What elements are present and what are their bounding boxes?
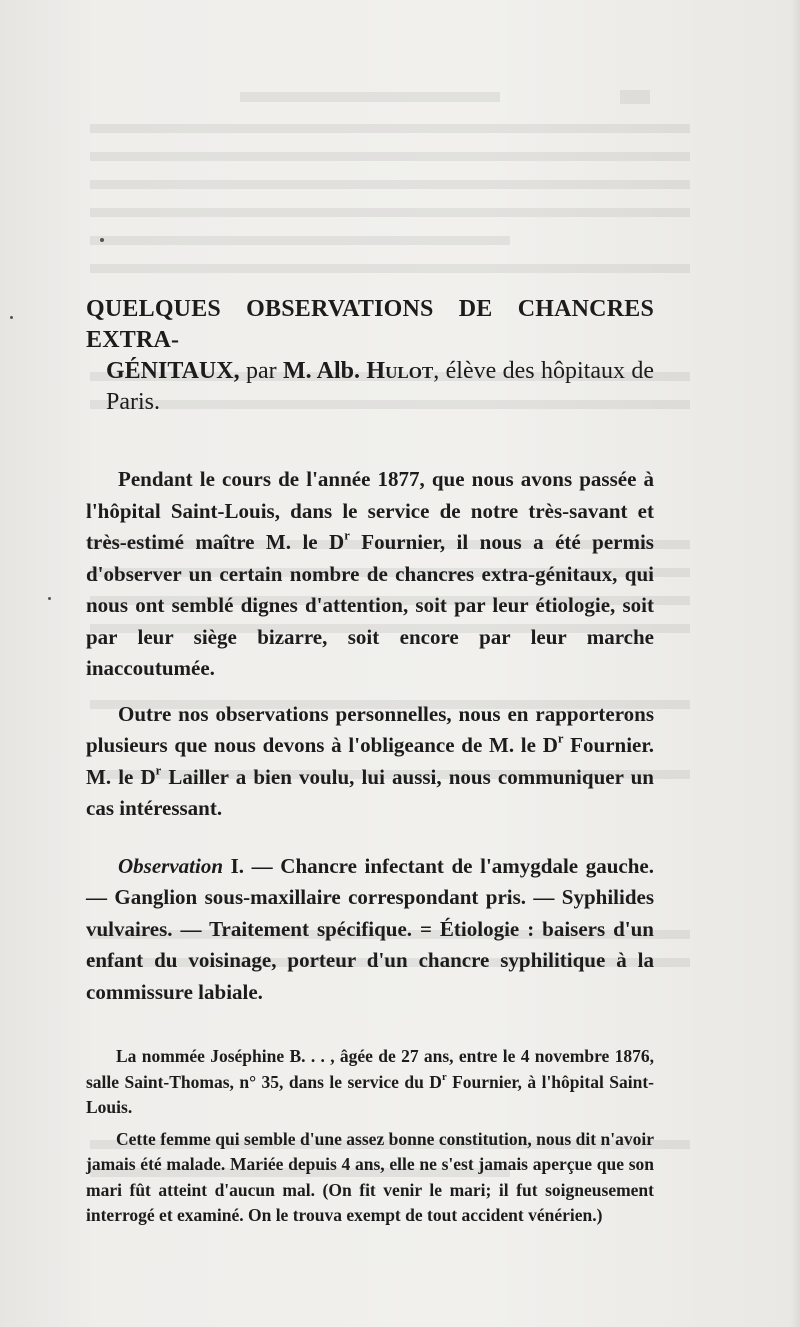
title-par: par xyxy=(245,358,277,384)
superscript: r xyxy=(557,731,564,746)
intro-p1-text-b: Fournier, il nous a été permis d'observer un certain nombre de chancres extra-génitaux, qui nous ont semblé dignes d'attention, soit par leur étiologie, soit par leur siège bizarre, soit encore par leur marche inaccoutumée. xyxy=(86,530,654,680)
intro-p2-text-c: Lailler a bien voulu, lui aussi, nous communiquer un cas intéressant. xyxy=(86,764,654,820)
title-genitaux: GÉNITAUX, xyxy=(106,358,240,384)
introduction xyxy=(86,464,654,825)
superscript: r xyxy=(344,528,350,543)
article-title xyxy=(86,294,654,418)
title-line-2 xyxy=(86,356,654,418)
intro-p2-text-b: Fournier. M. le D xyxy=(86,733,654,789)
intro-paragraph-1 xyxy=(86,464,654,685)
case-p1-text-b: Fournier, à l'hôpital Saint-Louis. xyxy=(86,1071,655,1117)
ink-speck xyxy=(10,316,13,319)
intro-p2-text-a: Outre nos observations personnelles, nous en rapporterons plusieurs que nous devons à l'obligeance de M. le D xyxy=(86,701,654,757)
author-name: Hulot xyxy=(366,358,434,384)
case-p1-text-a: La nommée Joséphine B. . . , âgée de 27 ans, entre le 4 novembre 1876, salle Saint-Thomas, n° 35, dans le service du D xyxy=(86,1046,654,1092)
intro-p1-text-a: Pendant le cours de l'année 1877, que nous avons passée à l'hôpital Saint-Louis, dans le service de notre très-savant et très-estimé maître M. le D xyxy=(86,467,654,554)
intro-paragraph-2 xyxy=(86,699,654,825)
text-block xyxy=(86,294,654,1229)
author-prefix: M. Alb. xyxy=(282,358,361,384)
page-edge-shadow xyxy=(790,0,800,1327)
case-report xyxy=(86,1044,654,1229)
title-affiliation: , élève des hôpitaux de Paris. xyxy=(106,358,654,415)
case-paragraph-2: Cette femme qui semble d'une assez bonne constitution, nous dit n'avoir jamais été malade. Mariée depuis 4 ans, elle ne s'est jamais aperçue que son mari fût atteint d'aucun mal. (On fit venir le mari; il fut soigneusement interrogé et examiné. On le trouva exempt de tout accident vénérien.) xyxy=(86,1128,654,1225)
observation-heading xyxy=(86,851,654,1009)
ink-speck xyxy=(48,597,51,600)
case-paragraph-1 xyxy=(86,1044,654,1121)
superscript: r xyxy=(155,763,162,778)
ink-speck xyxy=(100,238,104,242)
observation-summary: I. — Chancre infectant de l'amygdale gauche. — Ganglion sous-maxillaire correspondant pris. — Syphilides vulvaires. — Traitement spécifique. = Étiologie : baisers d'un enfant du voisinage, porteur d'un chancre syphilitique à la commissure labiale. xyxy=(86,853,654,1004)
observation-label: Observation xyxy=(118,853,223,878)
title-line-1: QUELQUES OBSERVATIONS DE CHANCRES EXTRA- xyxy=(86,296,654,353)
superscript: r xyxy=(441,1071,447,1083)
